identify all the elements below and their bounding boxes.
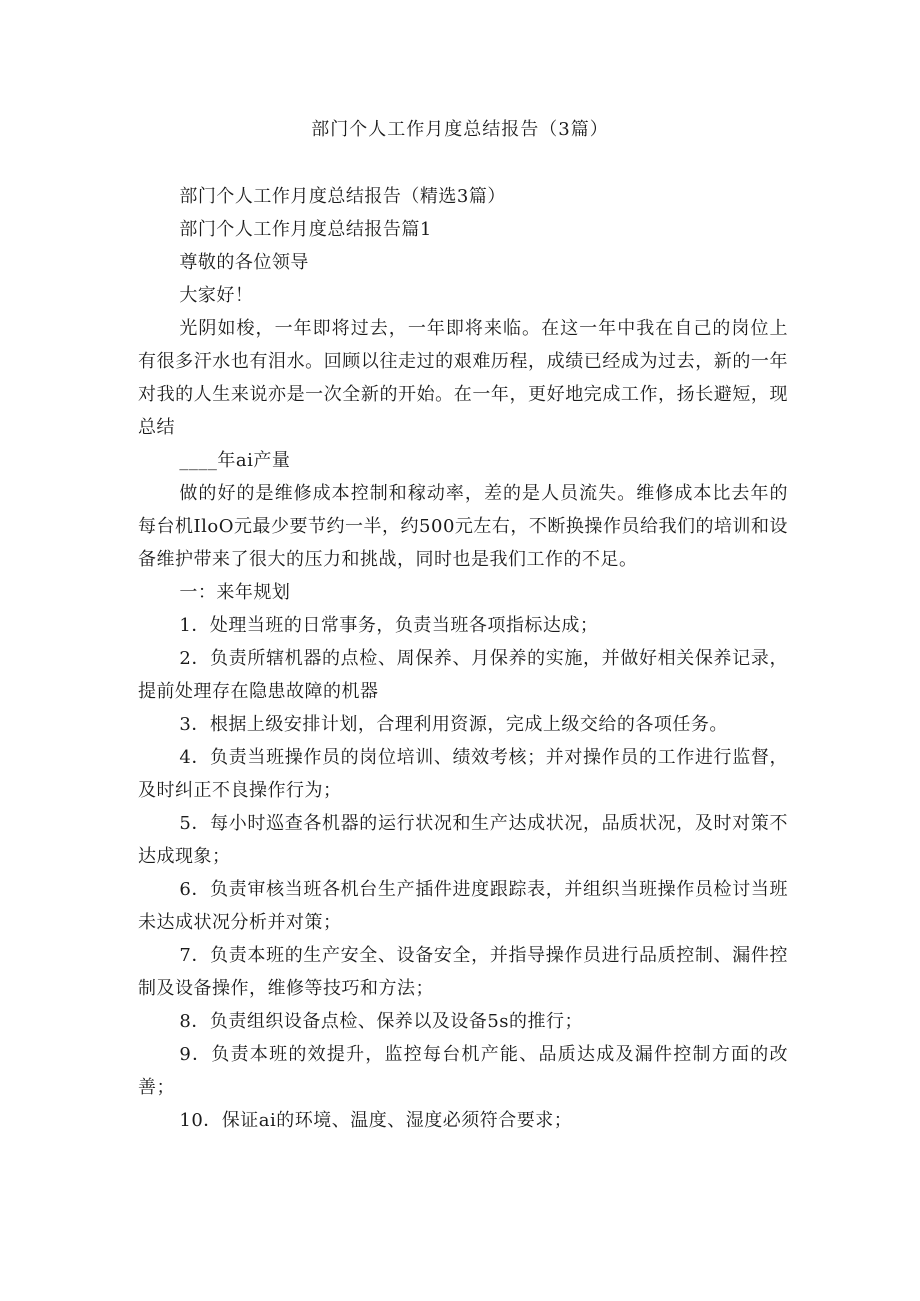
paragraph-subtitle: 部门个人工作月度总结报告（精选3篇） [179,186,506,207]
list-item: 1．处理当班的日常事务，负责当班各项指标达成； [179,615,599,636]
list-item: 2．负责所辖机器的点检、周保养、月保养的实施，并做好相关保养记录，提前处理存在隐患故障的机器 [138,648,788,702]
list-item: 5．每小时巡查各机器的运行状况和生产达成状况，品质状况，及时对策不达成现象； [138,813,788,867]
list-item: 8．负责组织设备点检、保养以及设备5s的推行； [179,1011,584,1032]
list-item: 10．保证ai的环境、温度、湿度必须符合要求； [179,1110,573,1131]
list-item: 3．根据上级安排计划，合理利用资源，完成上级交给的各项任务。 [179,714,728,735]
document-body [138,180,788,1137]
paragraph-greeting: 大家好！ [179,285,254,306]
paragraph-output-heading: ____年ai产量 [179,450,291,471]
list-item: 6．负责审核当班各机台生产插件进度跟踪表，并组织当班操作员检讨当班未达成状况分析并对策； [138,879,788,933]
paragraph-plan-heading: 一：来年规划 [179,582,291,603]
paragraph-review: 做的好的是维修成本控制和稼动率，差的是人员流失。维修成本比去年的每台机IloO元最少要节约一半，约500元左右，不断换操作员给我们的培训和设备维护带来了很大的压力和挑战，同时也是我们工作的不足。 [138,483,788,570]
list-item: 4．负责当班操作员的岗位培训、绩效考核；并对操作员的工作进行监督，及时纠正不良操作行为； [138,747,788,801]
paragraph-intro: 光阴如梭，一年即将过去，一年即将来临。在这一年中我在自己的岗位上有很多汗水也有泪水。回顾以往走过的艰难历程，成绩已经成为过去，新的一年对我的人生来说亦是一次全新的开始。在一年，更好地完成工作，扬长避短，现总结 [138,318,788,438]
document-title: 部门个人工作月度总结报告（3篇） [311,119,609,140]
paragraph-section-heading: 部门个人工作月度总结报告篇1 [179,219,432,240]
paragraph-salutation: 尊敬的各位领导 [179,252,309,273]
list-item: 7．负责本班的生产安全、设备安全，并指导操作员进行品质控制、漏件控制及设备操作，维修等技巧和方法； [138,945,788,999]
list-item: 9．负责本班的效提升，监控每台机产能、品质达成及漏件控制方面的改善； [138,1044,788,1098]
